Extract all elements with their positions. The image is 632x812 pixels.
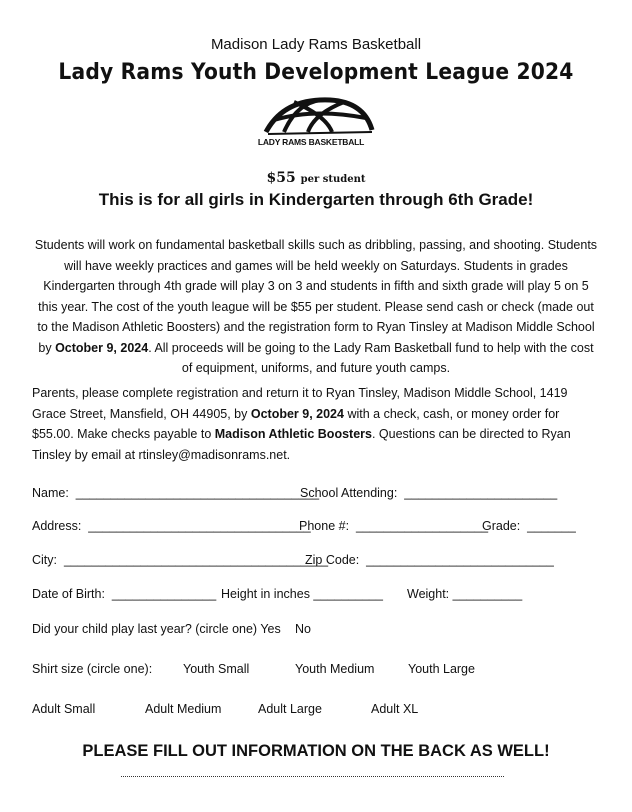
logo-text: LADY RAMS BASKETBALL — [257, 137, 365, 147]
zip-field[interactable]: Zip Code: ___________________________ — [305, 553, 554, 567]
height-field[interactable]: Height in inches __________ — [221, 587, 383, 601]
dob-field[interactable]: Date of Birth: _______________ — [32, 587, 217, 601]
p2-mid: with a check, cash, or money order for $55.00. Make checks payable to — [32, 406, 560, 441]
price — [0, 170, 632, 186]
price-suffix: per student — [300, 174, 366, 185]
p2-end: . Questions can be directed to Ryan Tinsley by email at rtinsley@madisonrams.net. — [32, 427, 571, 462]
description-paragraph — [32, 235, 600, 379]
shirt-size-label: Shirt size (circle one): — [32, 662, 153, 676]
school-field[interactable]: School Attending: ______________________ — [300, 486, 558, 500]
shirt-youth-large[interactable]: Youth Large — [408, 662, 475, 676]
played-no-option[interactable]: No — [295, 622, 311, 636]
instructions-paragraph — [32, 383, 600, 465]
grade-field[interactable]: Grade: _______ — [482, 519, 576, 533]
shirt-youth-medium[interactable]: Youth Medium — [295, 662, 375, 676]
deadline-date-2: October 9, 2024 — [250, 406, 344, 421]
shirt-adult-large[interactable]: Adult Large — [258, 702, 322, 716]
org-name: Madison Lady Rams Basketball — [210, 36, 422, 53]
p1-start: Students will work on fundamental basketball skills such as dribbling, passing, and shooting. Students will have weekly practices and games will be held weekly on Saturdays. Students in grades Kindergarten through 4th grade will play 3 on 3 and students in fifth and sixth grade will play 5 on 5 this year. The cost of the youth league will be $55 per student. Please send cash or check (made out to the Madison Athletic Boosters) and the registration form to Ryan Tinsley at Madison Middle School by — [34, 238, 598, 355]
back-page-notice: PLEASE FILL OUT INFORMATION ON THE BACK AS WELL! — [82, 742, 550, 760]
shirt-youth-small[interactable]: Youth Small — [183, 662, 250, 676]
city-field[interactable]: City: ______________________________________ — [32, 553, 329, 567]
shirt-adult-xl[interactable]: Adult XL — [371, 702, 419, 716]
played-last-year-question[interactable]: Did your child play last year? (circle one) Yes — [32, 622, 281, 636]
price-amount: $55 — [266, 170, 296, 186]
shirt-adult-medium[interactable]: Adult Medium — [145, 702, 222, 716]
page-title: Lady Rams Youth Development League 2024 — [58, 60, 574, 85]
address-field[interactable]: Address: ________________________________ — [32, 519, 311, 533]
p1-end: . All proceeds will be going to the Lady Ram Basketball fund to help with the cost of equipment, uniforms, and future youth camps. — [148, 340, 594, 375]
dotted-divider — [121, 776, 504, 777]
audience-heading: This is for all girls in Kindergarten through 6th Grade! — [98, 190, 534, 209]
phone-field[interactable]: Phone #: ___________________ — [299, 519, 489, 533]
name-field[interactable]: Name: ___________________________________ — [32, 486, 320, 500]
deadline-date: October 9, 2024 — [55, 340, 149, 355]
weight-field[interactable]: Weight: __________ — [407, 587, 523, 601]
shirt-adult-small[interactable]: Adult Small — [32, 702, 96, 716]
payee: Madison Athletic Boosters — [214, 427, 372, 441]
p2-start: Parents, please complete registration and return it to Ryan Tinsley, Madison Middle School, 1419 Grace Street, Mansfield, OH 44905, by — [32, 386, 568, 421]
